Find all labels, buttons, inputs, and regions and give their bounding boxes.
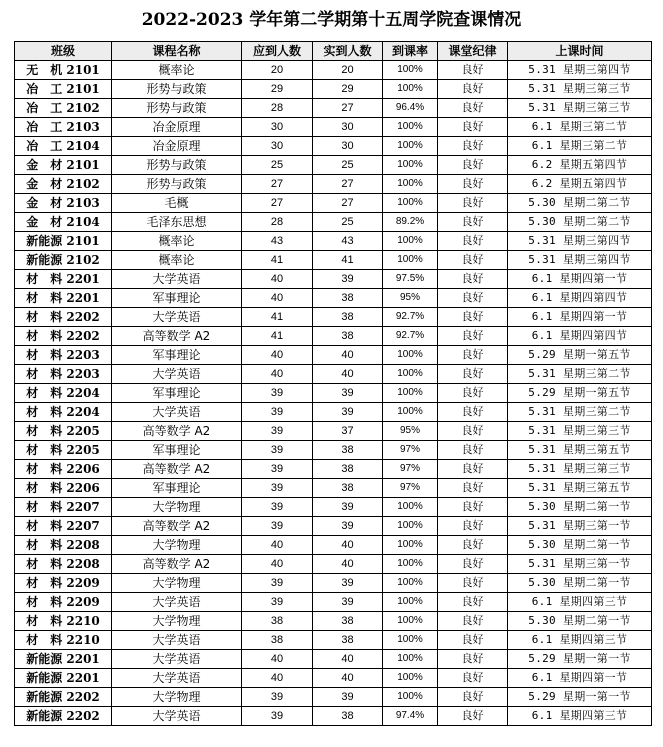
header-discipline: 课堂纪律 xyxy=(438,42,508,61)
class-cell: 冶 工 2102 xyxy=(15,99,112,118)
class-cell: 材 料 2206 xyxy=(15,479,112,498)
expected-cell: 40 xyxy=(242,346,313,365)
course-cell: 军事理论 xyxy=(112,441,242,460)
actual-cell: 40 xyxy=(313,346,383,365)
actual-cell: 39 xyxy=(313,498,383,517)
rate-cell: 92.7% xyxy=(383,327,438,346)
discipline-cell: 良好 xyxy=(438,460,508,479)
course-cell: 军事理论 xyxy=(112,346,242,365)
table-row xyxy=(15,707,652,726)
table-row xyxy=(15,498,652,517)
class-cell: 新能源 2201 xyxy=(15,669,112,688)
rate-cell: 96.4% xyxy=(383,99,438,118)
class-cell: 材 料 2205 xyxy=(15,422,112,441)
rate-cell: 100% xyxy=(383,384,438,403)
discipline-cell: 良好 xyxy=(438,80,508,99)
table-row xyxy=(15,194,652,213)
time-cell: 6.1 星期四第四节 xyxy=(508,289,652,308)
rate-cell: 95% xyxy=(383,422,438,441)
expected-cell: 40 xyxy=(242,270,313,289)
expected-cell: 30 xyxy=(242,118,313,137)
discipline-cell: 良好 xyxy=(438,232,508,251)
course-cell: 形势与政策 xyxy=(112,99,242,118)
course-cell: 大学物理 xyxy=(112,574,242,593)
actual-cell: 25 xyxy=(313,156,383,175)
rate-cell: 97.5% xyxy=(383,270,438,289)
class-cell: 材 料 2201 xyxy=(15,289,112,308)
actual-cell: 39 xyxy=(313,593,383,612)
class-cell: 材 料 2209 xyxy=(15,574,112,593)
expected-cell: 27 xyxy=(242,194,313,213)
discipline-cell: 良好 xyxy=(438,498,508,517)
time-cell: 5.30 星期二第一节 xyxy=(508,612,652,631)
expected-cell: 43 xyxy=(242,232,313,251)
time-cell: 5.31 星期三第三节 xyxy=(508,422,652,441)
course-cell: 大学英语 xyxy=(112,631,242,650)
table-row xyxy=(15,175,652,194)
actual-cell: 38 xyxy=(313,479,383,498)
table-row xyxy=(15,289,652,308)
table-row xyxy=(15,99,652,118)
time-cell: 5.31 星期三第三节 xyxy=(508,460,652,479)
rate-cell: 100% xyxy=(383,194,438,213)
rate-cell: 92.7% xyxy=(383,308,438,327)
actual-cell: 40 xyxy=(313,669,383,688)
discipline-cell: 良好 xyxy=(438,365,508,384)
table-row xyxy=(15,137,652,156)
discipline-cell: 良好 xyxy=(438,479,508,498)
table-row xyxy=(15,213,652,232)
time-cell: 5.31 星期三第二节 xyxy=(508,365,652,384)
time-cell: 6.1 星期四第一节 xyxy=(508,270,652,289)
time-cell: 6.1 星期四第三节 xyxy=(508,593,652,612)
class-cell: 材 料 2204 xyxy=(15,384,112,403)
table-row xyxy=(15,251,652,270)
time-cell: 5.29 星期一第一节 xyxy=(508,650,652,669)
expected-cell: 39 xyxy=(242,460,313,479)
discipline-cell: 良好 xyxy=(438,270,508,289)
table-row xyxy=(15,650,652,669)
time-cell: 5.31 星期三第五节 xyxy=(508,441,652,460)
actual-cell: 39 xyxy=(313,517,383,536)
course-cell: 大学英语 xyxy=(112,707,242,726)
rate-cell: 100% xyxy=(383,498,438,517)
class-cell: 冶 工 2101 xyxy=(15,80,112,99)
class-cell: 材 料 2209 xyxy=(15,593,112,612)
discipline-cell: 良好 xyxy=(438,669,508,688)
course-cell: 大学物理 xyxy=(112,536,242,555)
course-cell: 大学英语 xyxy=(112,308,242,327)
header-expected: 应到人数 xyxy=(242,42,313,61)
table-row xyxy=(15,80,652,99)
class-cell: 金 材 2102 xyxy=(15,175,112,194)
course-cell: 概率论 xyxy=(112,61,242,80)
expected-cell: 40 xyxy=(242,536,313,555)
table-row xyxy=(15,384,652,403)
discipline-cell: 良好 xyxy=(438,289,508,308)
rate-cell: 97% xyxy=(383,479,438,498)
rate-cell: 100% xyxy=(383,650,438,669)
actual-cell: 38 xyxy=(313,289,383,308)
table-row xyxy=(15,308,652,327)
page-title: 2022-2023 学年第二学期第十五周学院查课情况 xyxy=(141,10,522,30)
discipline-cell: 良好 xyxy=(438,327,508,346)
expected-cell: 41 xyxy=(242,327,313,346)
actual-cell: 27 xyxy=(313,175,383,194)
discipline-cell: 良好 xyxy=(438,441,508,460)
course-cell: 大学英语 xyxy=(112,650,242,669)
course-cell: 毛泽东思想 xyxy=(112,213,242,232)
table-row xyxy=(15,441,652,460)
table-row xyxy=(15,422,652,441)
actual-cell: 38 xyxy=(313,441,383,460)
class-cell: 材 料 2206 xyxy=(15,460,112,479)
rate-cell: 100% xyxy=(383,118,438,137)
table-row xyxy=(15,365,652,384)
actual-cell: 40 xyxy=(313,365,383,384)
expected-cell: 39 xyxy=(242,707,313,726)
discipline-cell: 良好 xyxy=(438,422,508,441)
course-cell: 高等数学 A2 xyxy=(112,460,242,479)
actual-cell: 30 xyxy=(313,137,383,156)
table-row xyxy=(15,631,652,650)
expected-cell: 28 xyxy=(242,99,313,118)
rate-cell: 100% xyxy=(383,669,438,688)
course-cell: 大学物理 xyxy=(112,612,242,631)
actual-cell: 39 xyxy=(313,403,383,422)
course-cell: 高等数学 A2 xyxy=(112,422,242,441)
expected-cell: 39 xyxy=(242,688,313,707)
actual-cell: 25 xyxy=(313,213,383,232)
actual-cell: 40 xyxy=(313,650,383,669)
actual-cell: 38 xyxy=(313,631,383,650)
course-cell: 冶金原理 xyxy=(112,118,242,137)
expected-cell: 40 xyxy=(242,555,313,574)
discipline-cell: 良好 xyxy=(438,251,508,270)
course-cell: 高等数学 A2 xyxy=(112,555,242,574)
table-row xyxy=(15,517,652,536)
rate-cell: 100% xyxy=(383,232,438,251)
table-row xyxy=(15,346,652,365)
course-cell: 高等数学 A2 xyxy=(112,517,242,536)
class-cell: 材 料 2208 xyxy=(15,536,112,555)
discipline-cell: 良好 xyxy=(438,346,508,365)
header-course: 课程名称 xyxy=(112,42,242,61)
discipline-cell: 良好 xyxy=(438,631,508,650)
rate-cell: 89.2% xyxy=(383,213,438,232)
class-cell: 材 料 2208 xyxy=(15,555,112,574)
class-cell: 冶 工 2104 xyxy=(15,137,112,156)
class-cell: 材 料 2202 xyxy=(15,327,112,346)
table-row xyxy=(15,156,652,175)
rate-cell: 100% xyxy=(383,346,438,365)
discipline-cell: 良好 xyxy=(438,707,508,726)
actual-cell: 37 xyxy=(313,422,383,441)
time-cell: 5.30 星期二第一节 xyxy=(508,574,652,593)
rate-cell: 97.4% xyxy=(383,707,438,726)
table-header-row xyxy=(15,42,652,61)
actual-cell: 40 xyxy=(313,536,383,555)
class-cell: 金 材 2104 xyxy=(15,213,112,232)
class-cell: 冶 工 2103 xyxy=(15,118,112,137)
time-cell: 5.30 星期二第一节 xyxy=(508,536,652,555)
expected-cell: 41 xyxy=(242,251,313,270)
discipline-cell: 良好 xyxy=(438,403,508,422)
actual-cell: 39 xyxy=(313,688,383,707)
time-cell: 6.1 星期三第二节 xyxy=(508,118,652,137)
expected-cell: 39 xyxy=(242,517,313,536)
actual-cell: 39 xyxy=(313,574,383,593)
time-cell: 5.29 星期一第一节 xyxy=(508,688,652,707)
actual-cell: 27 xyxy=(313,194,383,213)
course-cell: 毛概 xyxy=(112,194,242,213)
table-row xyxy=(15,118,652,137)
actual-cell: 41 xyxy=(313,251,383,270)
rate-cell: 100% xyxy=(383,156,438,175)
class-cell: 新能源 2102 xyxy=(15,251,112,270)
time-cell: 5.31 星期三第三节 xyxy=(508,99,652,118)
class-cell: 材 料 2205 xyxy=(15,441,112,460)
expected-cell: 39 xyxy=(242,574,313,593)
discipline-cell: 良好 xyxy=(438,593,508,612)
expected-cell: 39 xyxy=(242,479,313,498)
rate-cell: 97% xyxy=(383,441,438,460)
expected-cell: 40 xyxy=(242,365,313,384)
actual-cell: 40 xyxy=(313,555,383,574)
rate-cell: 100% xyxy=(383,612,438,631)
expected-cell: 40 xyxy=(242,650,313,669)
course-cell: 冶金原理 xyxy=(112,137,242,156)
class-cell: 金 材 2103 xyxy=(15,194,112,213)
rate-cell: 100% xyxy=(383,251,438,270)
expected-cell: 28 xyxy=(242,213,313,232)
rate-cell: 100% xyxy=(383,61,438,80)
expected-cell: 39 xyxy=(242,593,313,612)
time-cell: 5.31 星期三第五节 xyxy=(508,479,652,498)
time-cell: 6.1 星期四第一节 xyxy=(508,308,652,327)
discipline-cell: 良好 xyxy=(438,61,508,80)
course-cell: 大学物理 xyxy=(112,688,242,707)
course-cell: 军事理论 xyxy=(112,289,242,308)
course-cell: 军事理论 xyxy=(112,479,242,498)
table-row xyxy=(15,232,652,251)
rate-cell: 100% xyxy=(383,365,438,384)
discipline-cell: 良好 xyxy=(438,194,508,213)
rate-cell: 100% xyxy=(383,137,438,156)
time-cell: 6.1 星期四第四节 xyxy=(508,327,652,346)
time-cell: 5.30 星期二第二节 xyxy=(508,213,652,232)
expected-cell: 38 xyxy=(242,631,313,650)
time-cell: 5.31 星期三第三节 xyxy=(508,80,652,99)
expected-cell: 39 xyxy=(242,384,313,403)
class-cell: 金 材 2101 xyxy=(15,156,112,175)
actual-cell: 43 xyxy=(313,232,383,251)
table-row xyxy=(15,536,652,555)
class-cell: 材 料 2210 xyxy=(15,612,112,631)
expected-cell: 27 xyxy=(242,175,313,194)
table-row xyxy=(15,555,652,574)
time-cell: 5.31 星期三第四节 xyxy=(508,61,652,80)
time-cell: 5.30 星期二第一节 xyxy=(508,498,652,517)
course-cell: 概率论 xyxy=(112,232,242,251)
discipline-cell: 良好 xyxy=(438,574,508,593)
expected-cell: 39 xyxy=(242,441,313,460)
course-cell: 形势与政策 xyxy=(112,80,242,99)
class-cell: 新能源 2201 xyxy=(15,650,112,669)
time-cell: 5.31 星期三第四节 xyxy=(508,232,652,251)
actual-cell: 30 xyxy=(313,118,383,137)
course-cell: 形势与政策 xyxy=(112,175,242,194)
discipline-cell: 良好 xyxy=(438,650,508,669)
course-cell: 大学英语 xyxy=(112,593,242,612)
class-cell: 新能源 2202 xyxy=(15,707,112,726)
actual-cell: 38 xyxy=(313,707,383,726)
time-cell: 6.1 星期三第二节 xyxy=(508,137,652,156)
course-cell: 概率论 xyxy=(112,251,242,270)
expected-cell: 40 xyxy=(242,669,313,688)
course-cell: 大学英语 xyxy=(112,669,242,688)
rate-cell: 100% xyxy=(383,631,438,650)
time-cell: 5.31 星期三第一节 xyxy=(508,517,652,536)
rate-cell: 100% xyxy=(383,403,438,422)
expected-cell: 39 xyxy=(242,403,313,422)
class-cell: 新能源 2202 xyxy=(15,688,112,707)
rate-cell: 100% xyxy=(383,688,438,707)
rate-cell: 100% xyxy=(383,536,438,555)
expected-cell: 38 xyxy=(242,612,313,631)
rate-cell: 100% xyxy=(383,175,438,194)
rate-cell: 97% xyxy=(383,460,438,479)
class-cell: 无 机 2101 xyxy=(15,61,112,80)
time-cell: 5.29 星期一第五节 xyxy=(508,384,652,403)
actual-cell: 39 xyxy=(313,270,383,289)
table-row xyxy=(15,327,652,346)
actual-cell: 38 xyxy=(313,308,383,327)
table-body xyxy=(15,61,652,726)
expected-cell: 30 xyxy=(242,137,313,156)
rate-cell: 100% xyxy=(383,517,438,536)
discipline-cell: 良好 xyxy=(438,175,508,194)
expected-cell: 20 xyxy=(242,61,313,80)
actual-cell: 27 xyxy=(313,99,383,118)
header-time: 上课时间 xyxy=(508,42,652,61)
class-cell: 材 料 2203 xyxy=(15,346,112,365)
time-cell: 6.1 星期四第一节 xyxy=(508,669,652,688)
class-cell: 材 料 2207 xyxy=(15,498,112,517)
table-row xyxy=(15,61,652,80)
time-cell: 5.31 星期三第四节 xyxy=(508,251,652,270)
rate-cell: 95% xyxy=(383,289,438,308)
expected-cell: 25 xyxy=(242,156,313,175)
expected-cell: 39 xyxy=(242,498,313,517)
discipline-cell: 良好 xyxy=(438,384,508,403)
rate-cell: 100% xyxy=(383,555,438,574)
course-cell: 形势与政策 xyxy=(112,156,242,175)
discipline-cell: 良好 xyxy=(438,612,508,631)
table-row xyxy=(15,270,652,289)
table-row xyxy=(15,574,652,593)
time-cell: 6.1 星期四第三节 xyxy=(508,707,652,726)
table-row xyxy=(15,403,652,422)
actual-cell: 38 xyxy=(313,460,383,479)
table-row xyxy=(15,593,652,612)
time-cell: 6.2 星期五第四节 xyxy=(508,156,652,175)
class-cell: 材 料 2210 xyxy=(15,631,112,650)
table-row xyxy=(15,479,652,498)
table-row xyxy=(15,688,652,707)
actual-cell: 38 xyxy=(313,327,383,346)
table-row xyxy=(15,460,652,479)
time-cell: 6.2 星期五第四节 xyxy=(508,175,652,194)
header-actual: 实到人数 xyxy=(313,42,383,61)
class-cell: 材 料 2201 xyxy=(15,270,112,289)
discipline-cell: 良好 xyxy=(438,99,508,118)
expected-cell: 29 xyxy=(242,80,313,99)
attendance-table xyxy=(14,41,652,726)
course-cell: 大学英语 xyxy=(112,365,242,384)
discipline-cell: 良好 xyxy=(438,118,508,137)
actual-cell: 38 xyxy=(313,612,383,631)
time-cell: 5.30 星期二第二节 xyxy=(508,194,652,213)
expected-cell: 40 xyxy=(242,289,313,308)
course-cell: 大学英语 xyxy=(112,403,242,422)
actual-cell: 39 xyxy=(313,384,383,403)
discipline-cell: 良好 xyxy=(438,156,508,175)
rate-cell: 100% xyxy=(383,574,438,593)
time-cell: 6.1 星期四第三节 xyxy=(508,631,652,650)
class-cell: 材 料 2204 xyxy=(15,403,112,422)
actual-cell: 20 xyxy=(313,61,383,80)
course-cell: 大学物理 xyxy=(112,498,242,517)
discipline-cell: 良好 xyxy=(438,688,508,707)
discipline-cell: 良好 xyxy=(438,137,508,156)
table-row xyxy=(15,669,652,688)
course-cell: 大学英语 xyxy=(112,270,242,289)
discipline-cell: 良好 xyxy=(438,213,508,232)
discipline-cell: 良好 xyxy=(438,517,508,536)
rate-cell: 100% xyxy=(383,80,438,99)
expected-cell: 39 xyxy=(242,422,313,441)
time-cell: 5.29 星期一第五节 xyxy=(508,346,652,365)
class-cell: 材 料 2207 xyxy=(15,517,112,536)
time-cell: 5.31 星期三第一节 xyxy=(508,555,652,574)
discipline-cell: 良好 xyxy=(438,308,508,327)
discipline-cell: 良好 xyxy=(438,555,508,574)
class-cell: 材 料 2203 xyxy=(15,365,112,384)
class-cell: 新能源 2101 xyxy=(15,232,112,251)
course-cell: 高等数学 A2 xyxy=(112,327,242,346)
discipline-cell: 良好 xyxy=(438,536,508,555)
time-cell: 5.31 星期三第二节 xyxy=(508,403,652,422)
expected-cell: 41 xyxy=(242,308,313,327)
table-row xyxy=(15,612,652,631)
header-class: 班级 xyxy=(15,42,112,61)
rate-cell: 100% xyxy=(383,593,438,612)
course-cell: 军事理论 xyxy=(112,384,242,403)
class-cell: 材 料 2202 xyxy=(15,308,112,327)
actual-cell: 29 xyxy=(313,80,383,99)
header-rate: 到课率 xyxy=(383,42,438,61)
